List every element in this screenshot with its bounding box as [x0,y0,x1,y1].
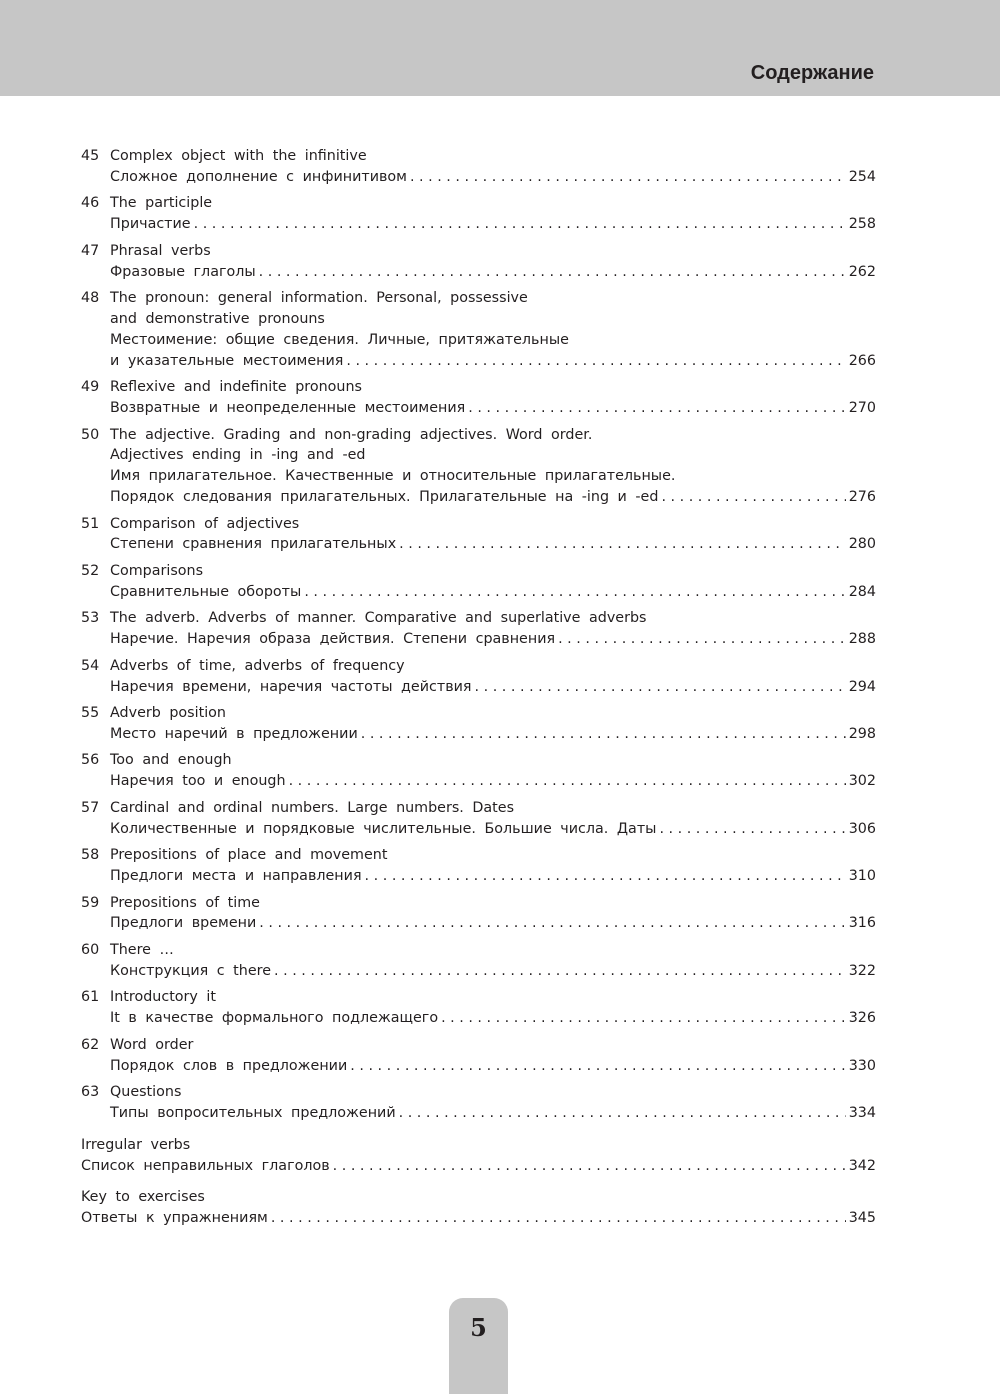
toc-entry-45[interactable] [81,146,876,188]
entry-title-ru: Сложное дополнение с инфинитивом [110,168,407,185]
page-ref: 294 [848,678,876,695]
dot-leader [191,214,846,235]
page-ref: 310 [848,868,876,885]
entry-title-ru: Место наречий в предложении [110,725,358,742]
dot-leader [555,629,846,650]
entry-title-en: The participle [110,195,213,212]
entry-number: 49 [81,379,100,396]
toc-entry-58[interactable] [81,845,876,887]
entry-title-en: The pronoun: general information. Personal, possessive [110,290,528,307]
entry-title-en: Too and enough [110,752,232,769]
toc-entry-60[interactable] [81,940,876,982]
table-of-contents [81,146,876,1235]
page-number: 5 [470,1313,487,1342]
entry-number: 57 [81,799,100,816]
entry-title-en: Irregular verbs [81,1136,191,1153]
dot-leader [256,262,846,283]
entry-title-ru: Возвратные и неопределенные местоимения [110,399,466,416]
dot-leader [407,167,846,188]
page-ref: 284 [848,583,876,600]
toc-entry-62[interactable] [81,1035,876,1077]
dot-leader [330,1156,846,1177]
entry-title-ru: Фразовые глаголы [110,263,256,280]
dot-leader [271,961,846,982]
page-ref: 345 [848,1210,876,1227]
entry-number: 51 [81,515,100,532]
page-ref: 326 [848,1010,876,1027]
toc-entry-49[interactable] [81,377,876,419]
entry-number: 47 [81,242,100,259]
entry-title-ru: Список неправильных глаголов [81,1157,330,1174]
entry-title-ru: Сравнительные обороты [110,583,302,600]
page-title: Содержание [750,62,874,84]
toc-entry-55[interactable] [81,703,876,745]
entry-title-en: Adverb position [110,705,226,722]
toc-entry-46[interactable] [81,193,876,235]
entry-number: 60 [81,942,100,959]
entry-number: 48 [81,290,100,307]
entry-number: 63 [81,1084,100,1101]
entry-number: 52 [81,562,100,579]
page-ref: 262 [848,263,876,280]
entry-number: 50 [81,426,100,443]
entry-title-ru: Предлоги времени [110,915,257,932]
entry-title-en: Introductory it [110,989,217,1006]
entry-title-ru-cont: Местоимение: общие сведения. Личные, притяжательные [110,331,569,348]
dot-leader [396,534,846,555]
dot-leader [343,351,845,372]
entry-number: 55 [81,705,100,722]
page-ref: 288 [848,631,876,648]
toc-entry-56[interactable] [81,750,876,792]
entry-title-ru: Причастие [110,216,191,233]
toc-entry-63[interactable] [81,1082,876,1124]
toc-entry-53[interactable] [81,608,876,650]
entry-title-ru-cont: Имя прилагательное. Качественные и относительные прилагательные. [110,468,676,485]
entry-title-en: Prepositions of place and movement [110,847,388,864]
page-ref: 280 [848,536,876,553]
dot-leader [465,398,845,419]
page-ref: 298 [848,725,876,742]
entry-title-ru: Ответы к упражнениям [81,1210,268,1227]
page-ref: 276 [848,488,876,505]
toc-entry-61[interactable] [81,987,876,1029]
entry-title-en: Prepositions of time [110,894,260,911]
dot-leader [286,771,846,792]
entry-title-ru: Предлоги места и направления [110,868,362,885]
toc-entry-key-to-exercises[interactable] [81,1187,876,1229]
page-ref: 330 [848,1057,876,1074]
dot-leader [658,487,845,508]
dot-leader [396,1103,846,1124]
dot-leader [362,866,846,887]
entry-title-en: Word order [110,1036,194,1053]
entry-number: 62 [81,1036,100,1053]
page-ref: 302 [848,773,876,790]
entry-title-en: There … [110,942,174,959]
entry-title-en: Adverbs of time, adverbs of frequency [110,657,405,674]
entry-title-en: Cardinal and ordinal numbers. Large numbers. Dates [110,799,515,816]
toc-entry-47[interactable] [81,241,876,283]
entry-title-en-cont: Adjectives ending in -ing and -ed [110,447,366,464]
toc-entry-48[interactable] [81,288,876,371]
dot-leader [256,913,845,934]
page-ref: 334 [848,1105,876,1122]
entry-title-ru: Конструкция с there [110,962,272,979]
entry-title-en: Key to exercises [81,1189,205,1206]
entry-title-ru: It в качестве формального подлежащего [110,1010,439,1027]
entry-title-en: Comparison of adjectives [110,515,300,532]
page-ref: 342 [848,1157,876,1174]
page-ref: 306 [848,820,876,837]
entry-title-en: The adverb. Adverbs of manner. Comparative and superlative adverbs [110,610,647,627]
page-ref: 254 [848,168,876,185]
entry-title-ru: Типы вопросительных предложений [110,1105,396,1122]
entry-number: 61 [81,989,100,1006]
page-ref: 266 [848,352,876,369]
entry-title-en: The adjective. Grading and non-grading adjectives. Word order. [110,426,593,443]
entry-title-en: Comparisons [110,562,204,579]
entry-number: 56 [81,752,100,769]
entry-title-en: Reflexive and indefinite pronouns [110,379,362,396]
dot-leader [301,582,845,603]
dot-leader [268,1208,846,1229]
entry-title-ru: Степени сравнения прилагательных [110,536,397,553]
toc-entry-54[interactable] [81,656,876,698]
toc-entry-59[interactable] [81,893,876,935]
entry-title-ru: Наречия too и enough [110,773,286,790]
entry-title-en: Questions [110,1084,182,1101]
toc-entry-51[interactable] [81,514,876,556]
dot-leader [472,677,846,698]
dot-leader [438,1008,846,1029]
entry-number: 45 [81,148,100,164]
toc-entry-52[interactable] [81,561,876,603]
entry-title-ru: Порядок следования прилагательных. Прилагательные на -ing и -ed [110,488,659,505]
entry-title-ru: и указательные местоимения [110,352,344,369]
dot-leader [656,819,845,840]
page-ref: 322 [848,962,876,979]
page-ref: 316 [848,915,876,932]
entry-number: 58 [81,847,100,864]
dot-leader [347,1056,845,1077]
toc-entry-irregular-verbs[interactable] [81,1135,876,1177]
dot-leader [358,724,846,745]
entry-number: 59 [81,894,100,911]
entry-title-en-cont: and demonstrative pronouns [110,310,325,327]
entry-number: 54 [81,657,100,674]
entry-title-ru: Количественные и порядковые числительные. Большие числа. Даты [110,820,657,837]
entry-title-ru: Наречия времени, наречия частоты действия [110,678,472,695]
toc-entry-50[interactable] [81,425,876,508]
entry-number: 53 [81,610,100,627]
entry-title-en: Complex object with the infinitive [110,148,367,164]
entry-title-en: Phrasal verbs [110,242,211,259]
toc-entry-57[interactable] [81,798,876,840]
page-ref: 258 [848,216,876,233]
page-ref: 270 [848,399,876,416]
entry-title-ru: Наречие. Наречия образа действия. Степени сравнения [110,631,556,648]
entry-number: 46 [81,195,100,212]
entry-title-ru: Порядок слов в предложении [110,1057,348,1074]
